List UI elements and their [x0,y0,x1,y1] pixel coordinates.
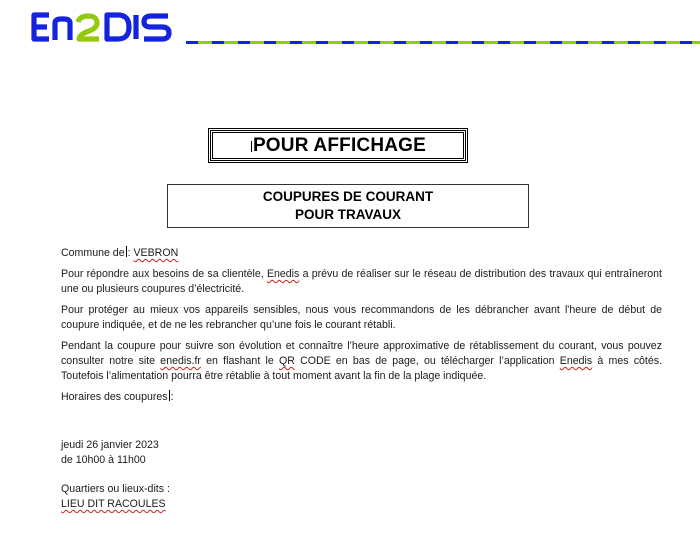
text-cursor [169,390,170,401]
schedule-date: jeudi 26 janvier 2023 [61,439,159,451]
schedule-block [61,438,159,468]
p3-app: Enedis [559,355,593,367]
horaires-label: Horaires des coupures [61,391,168,403]
paragraph-3 [61,339,662,384]
enedis-logo-graphic [28,10,178,44]
p1-part-a: Pour répondre aux besoins de sa clientèle, [61,268,267,280]
schedule-time: de 10h00 à 11h00 [61,454,146,466]
p3-site: enedis.fr [160,355,201,367]
quartiers-value [61,497,170,512]
commune-value: VEBRON [133,247,179,259]
quartiers-value-text: LIEU DIT RACOULES [61,498,166,510]
header-rule [186,41,700,44]
commune-line [61,246,662,261]
p3-part-c: CODE en bas de page, ou télécharger l’application [294,355,560,367]
subtitle-line-1: COUPURES DE COURANT [262,189,434,204]
p3-qr: QR [278,355,295,367]
text-cursor [251,141,252,152]
title-text [250,135,426,157]
subtitle-box [167,184,529,228]
title-label: POUR AFFICHAGE [252,134,427,156]
page-header [0,0,700,60]
enedis-logo [28,10,178,44]
paragraph-2: Pour protéger au mieux vos appareils sensibles, nous vous recommandons de les débrancher avant l'heure de début de coupure indiquée, et de ne les rebrancher qu’une fois le courant rétabli. [61,304,662,331]
subtitle-line-2: POUR TRAVAUX [294,207,401,222]
quartiers-block [61,482,170,512]
p3-part-a: Pendant la coupure pour suivre son évolution et connaître l’heure approximative de rétablissement du courant, vous pouvez consulter notre site [61,340,662,367]
p3-part-d: à mes côtés. Toutefois l’alimentation pourra être rétablie à tout moment avant la fin de la plage indiquée. [61,355,663,382]
header-rule-graphic [186,41,700,44]
p3-part-b: en flashant le [200,355,279,367]
paragraph-1 [61,267,662,297]
title-box [210,130,466,161]
quartiers-label: Quartiers ou lieux-dits : [61,483,170,495]
commune-separator: : [127,247,134,259]
p1-enedis: Enedis [266,268,300,280]
notice-body [61,246,662,411]
text-cursor [126,246,127,257]
horaires-separator: : [170,391,174,403]
p1-part-b: a prévu de réaliser sur le réseau de distribution des travaux qui entraîneront une ou plusieurs coupures d’électricité. [61,268,662,295]
commune-label: Commune de [61,247,125,259]
horaires-line [61,390,662,405]
